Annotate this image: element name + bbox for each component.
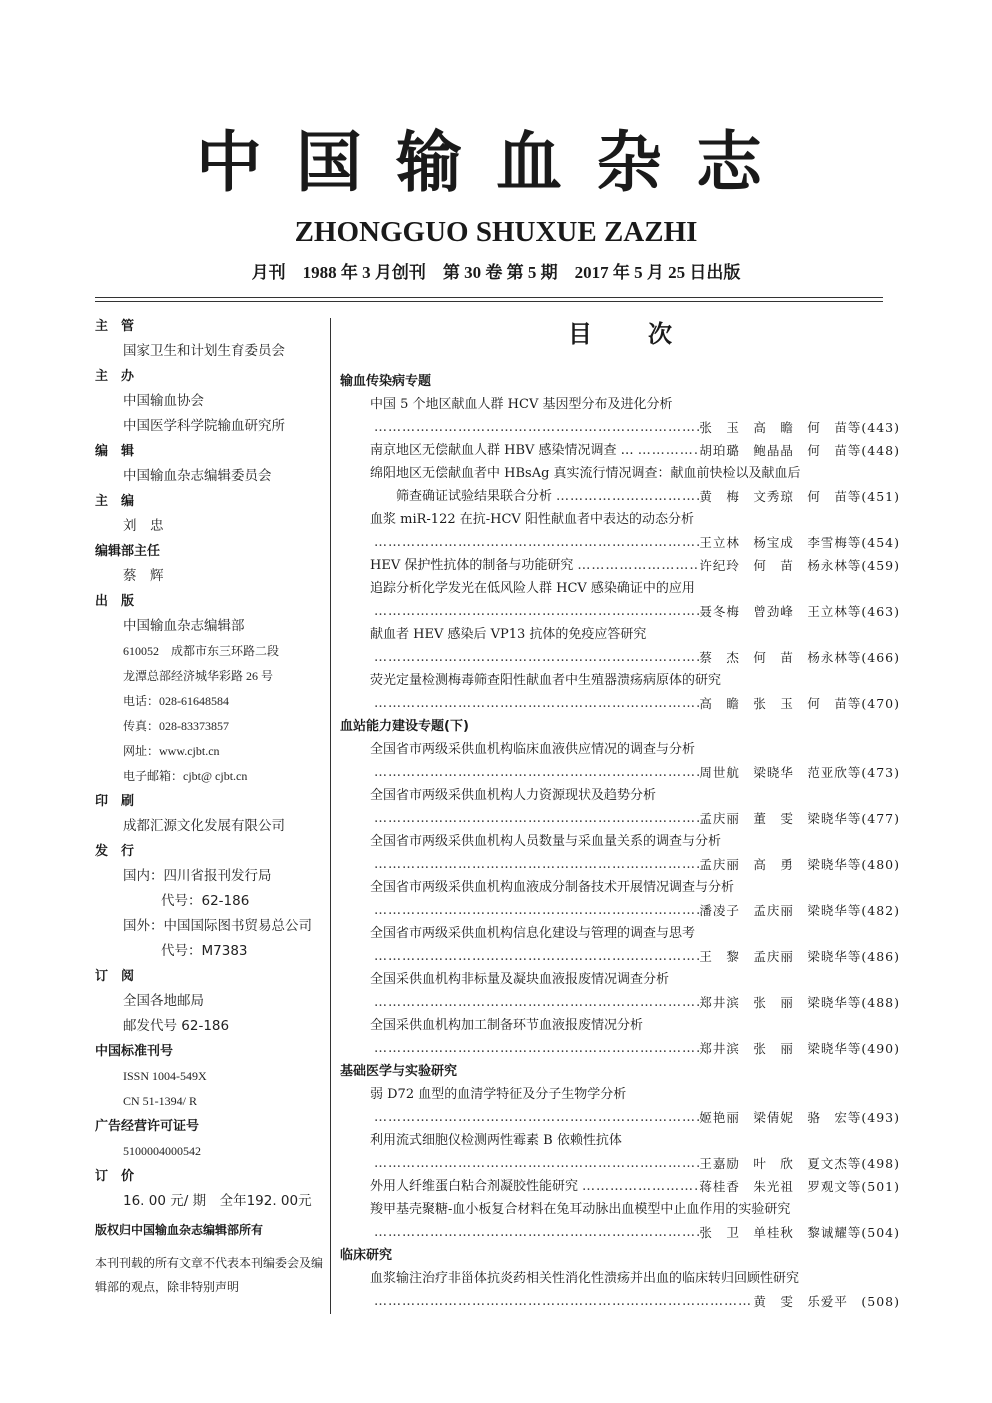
article-byline [340,761,900,784]
address-line-2: 龙潭总部经济城华彩路 26 号 [123,669,274,683]
article-byline [340,1106,900,1129]
article-title[interactable]: HEV 保护性抗体的制备与功能研究 [370,558,574,573]
printer-value: 成都汇源文化发展有限公司 [123,818,285,834]
article-authors: 潘凌子 孟庆丽 梁晓华等(482) [699,903,900,918]
journal-title: 中国输血杂志 [196,123,796,201]
copyright-notice: 版权归中国输血杂志编辑部所有 [95,1223,264,1237]
article-authors: 张 玉 高 瞻 何 苗等(443) [699,420,900,435]
article-authors: 胡珀璐 鲍晶晶 何 苗等(448) [699,443,900,458]
office-director-label: 编辑部主任 [95,544,161,559]
leader-dots [370,1152,699,1175]
article-authors: 许纪玲 何 苗 杨永林等(459) [699,558,900,573]
article-byline [340,1290,900,1313]
price-label: 订 价 [95,1169,135,1184]
leader-dots [370,531,699,554]
leader-dots [370,1221,699,1244]
article-title[interactable]: 全国省市两级采供血机构人员数量与采血量关系的调查与分析 [370,834,722,849]
host-label: 主 办 [95,369,135,384]
table-of-contents [340,314,900,1313]
article-byline [340,416,900,439]
article-authors: 郑井滨 张 丽 梁晓华等(488) [699,995,900,1010]
address-line-1: 610052 成都市东三环路二段 [123,644,280,658]
article-authors: 黄 梅 文秀琼 何 苗等(451) [699,489,900,504]
article-authors: 孟庆丽 董 雯 梁晓华等(477) [699,811,900,826]
leader-dots [370,807,699,830]
sponsor-label: 主 管 [95,319,135,334]
host-value-2: 中国医学科学院输血研究所 [123,418,285,434]
printer-label: 印 刷 [95,794,135,809]
price-value: 16. 00 元/ 期 全年192. 00元 [123,1193,312,1209]
article-authors: 郑井滨 张 丽 梁晓华等(490) [699,1041,900,1056]
article-title[interactable]: 全国省市两级采供血机构人力资源现状及趋势分析 [370,788,657,803]
leader-dots [370,945,699,968]
article-title[interactable]: 血浆输注治疗非甾体抗炎药相关性消化性溃疡并出血的临床转归回顾性研究 [370,1271,800,1286]
top-rule [95,297,883,298]
domestic-code: 代号：62-186 [161,893,250,909]
article-authors: 聂冬梅 曾劲峰 王立林等(463) [699,604,900,619]
article-title[interactable]: 全国采供血机构加工制备环节血液报废情况分析 [370,1018,644,1033]
article-authors: 姬艳丽 梁倩妮 骆 宏等(493) [699,1110,900,1125]
domestic-distributor: 国内：四川省报刊发行局 [123,868,272,884]
article-title[interactable]: 献血者 HEV 感染后 VP13 抗体的免疫应答研究 [370,627,647,642]
section-title: 基础医学与实验研究 [340,1064,458,1079]
editor-label: 编 辑 [95,444,135,459]
office-director-value: 蔡 辉 [123,568,164,584]
leader-dots [578,1175,699,1198]
leader-dots [370,1290,753,1313]
article-authors: 高 瞻 张 玉 何 苗等(470) [699,696,900,711]
leader-dots [370,991,699,1014]
leader-dots [370,761,699,784]
phone: 电话：028-61648584 [123,694,229,708]
article-authors: 王 黎 孟庆丽 梁晓华等(486) [699,949,900,964]
host-value-1: 中国输血协会 [123,393,204,409]
article-byline [340,692,900,715]
article-entry[interactable] [340,1175,900,1198]
leader-dots [370,1106,699,1129]
article-entry[interactable] [340,485,900,508]
fax: 传真：028-83373857 [123,719,229,733]
article-title[interactable]: 外用人纤维蛋白粘合剂凝胶性能研究 [370,1179,579,1194]
article-byline [340,807,900,830]
article-authors: 张 卫 单桂秋 黎诚耀等(504) [699,1225,900,1240]
leader-dots [573,554,699,577]
website: 网址：www.cjbt.cn [123,744,220,758]
article-title[interactable]: 全国省市两级采供血机构临床血液供应情况的调查与分析 [370,742,696,757]
sponsor-value: 国家卫生和计划生育委员会 [123,343,285,359]
subscribe-value: 全国各地邮局 [123,993,204,1009]
article-byline [340,1037,900,1060]
article-byline [340,853,900,876]
article-authors: 周世航 梁晓华 范亚欣等(473) [699,765,900,780]
column-divider [330,318,331,1314]
leader-dots [370,853,699,876]
leader-dots [370,600,699,623]
leader-dots [634,439,700,462]
issn: ISSN 1004-549X [123,1069,207,1083]
ad-license-label: 广告经营许可证号 [95,1119,200,1134]
issue-info: 月刊 1988 年 3 月创刊 第 30 卷 第 5 期 2017 年 5 月 25 日出版 [251,263,741,282]
article-title[interactable]: 全国省市两级采供血机构血液成分制备技术开展情况调查与分析 [370,880,735,895]
article-byline [340,991,900,1014]
article-byline [340,945,900,968]
article-byline [340,899,900,922]
article-title[interactable]: 全国采供血机构非标量及凝块血液报废情况调查分析 [370,972,670,987]
article-title[interactable]: 血浆 miR-122 在抗-HCV 阳性献血者中表达的动态分析 [370,512,694,527]
ad-license-value: 5100004000542 [123,1144,201,1158]
article-title[interactable]: 中国 5 个地区献血人群 HCV 基因型分布及进化分析 [370,397,673,412]
top-rule-second [95,301,883,302]
article-byline [340,531,900,554]
article-title[interactable]: 追踪分析化学发光在低风险人群 HCV 感染确证中的应用 [370,581,695,596]
chief-editor-value: 刘 忠 [123,518,164,534]
leader-dots [370,899,699,922]
toc-heading: 目次 [568,319,728,348]
article-title[interactable]: 全国省市两级采供血机构信息化建设与管理的调查与思考 [370,926,696,941]
article-title[interactable]: 绵阳地区无偿献血者中 HBsAg 真实流行情况调查：献血前快检以及献血后 [370,466,801,481]
cn-number: CN 51-1394/ R [123,1094,198,1108]
overseas-code: 代号：M7383 [161,943,248,959]
leader-dots [370,646,699,669]
article-entry[interactable] [340,554,900,577]
article-title[interactable]: 荧光定量检测梅毒筛查阳性献血者中生殖器溃疡病原体的研究 [370,673,722,688]
article-byline [340,600,900,623]
publisher-label: 出 版 [95,594,135,609]
distribution-label: 发 行 [95,844,135,859]
leader-dots [552,485,699,508]
article-entry[interactable] [340,439,900,462]
article-byline [340,646,900,669]
serial-number-label: 中国标准刊号 [95,1044,174,1059]
leader-dots [370,1037,699,1060]
article-authors: 王立林 杨宝成 李雪梅等(454) [699,535,900,550]
article-title[interactable]: 利用流式细胞仪检测两性霉素 B 依赖性抗体 [370,1133,622,1148]
email: 电子邮箱：cjbt@ cjbt.cn [123,769,248,783]
section-title: 临床研究 [340,1248,393,1263]
article-authors: 王嘉励 叶 欣 夏文杰等(498) [699,1156,900,1171]
masthead-sidebar [95,314,325,1299]
article-title[interactable]: 南京地区无偿献血人群 HBV 感染情况调查 … [370,443,634,458]
postal-code: 邮发代号 62-186 [123,1018,230,1034]
section-title: 输血传染病专题 [340,374,432,389]
article-title-continued[interactable]: 筛查确证试验结果联合分析 [396,489,553,504]
article-authors: 蒋桂香 朱光祖 罗观文等(501) [699,1179,900,1194]
article-authors: 黄 雯 乐爱平 (508) [753,1294,900,1309]
disclaimer: 本刊刊载的所有文章不代表本刊编委会及编辑部的观点，除非特别声明 [95,1256,324,1294]
article-title[interactable]: 弱 D72 血型的血清学特征及分子生物学分析 [370,1087,627,1102]
chief-editor-label: 主 编 [95,494,135,509]
article-authors: 孟庆丽 高 勇 梁晓华等(480) [699,857,900,872]
article-byline [340,1221,900,1244]
article-title[interactable]: 羧甲基壳聚糖-血小板复合材料在兔耳动脉出血模型中止血作用的实验研究 [370,1202,791,1217]
subscribe-label: 订 阅 [95,969,135,984]
editor-value: 中国输血杂志编辑委员会 [123,468,272,484]
leader-dots [370,692,699,715]
section-title: 血站能力建设专题(下) [340,719,469,734]
article-byline [340,1152,900,1175]
publisher-value: 中国输血杂志编辑部 [123,618,245,634]
article-authors: 蔡 杰 何 苗 杨永林等(466) [699,650,900,665]
journal-pinyin-title: ZHONGGUO SHUXUE ZAZHI [294,216,698,248]
leader-dots [370,416,699,439]
overseas-distributor: 国外：中国国际图书贸易总公司 [123,918,312,934]
